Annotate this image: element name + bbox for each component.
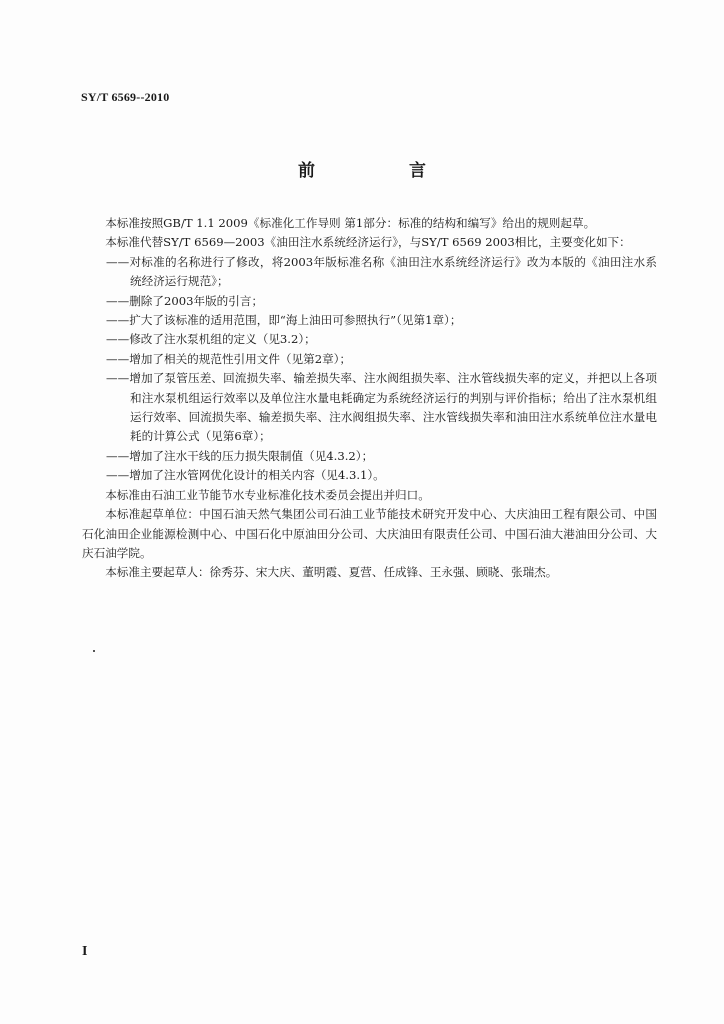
paragraph-replacement: 本标准代替SY/T 6569—2003《油田注水系统经济运行》，与SY/T 6569 2003相比，主要变化如下：	[105, 235, 631, 250]
paragraph-drafters: 本标准主要起草人：徐秀芬、宋大庆、董明霞、夏营、任成锋、王永强、顾晓、张瑞杰。	[105, 565, 558, 580]
change-item: ——删除了2003年版的引言；	[106, 293, 264, 308]
change-item: ——扩大了该标准的适用范围，即“海上油田可参照执行”（见第1章）；	[106, 313, 462, 328]
scan-speck	[93, 650, 95, 652]
paragraph-drafting-rules: 本标准按照GB/T 1.1 2009《标准化工作导则 第1部分：标准的结构和编写》给出的规则起草。	[105, 216, 596, 230]
paragraph-proposer: 本标准由石油工业节能节水专业标准化技术委员会提出并归口。	[105, 487, 430, 502]
page-title: 前 言	[298, 161, 470, 181]
paragraph-drafting-units: 本标准起草单位：中国石油天然气集团公司石油工业节能技术研究开发中心、大庆油田工程有限公司、中国石化油田企业能源检测中心、中国石化中原油田分公司、大庆油田有限责任公司、中国石油大港油田分公司、大庆石油学院。	[82, 507, 657, 560]
change-item: ——增加了注水管网优化设计的相关内容（见4.3.1）。	[106, 468, 385, 483]
page-number: I	[82, 944, 88, 959]
change-item: ——增加了相关的规范性引用文件（见第2章）；	[106, 351, 352, 366]
standard-code: SY/T 6569--2010	[81, 90, 170, 104]
change-item: ——增加了注水干线的压力损失限制值（见4.3.2）；	[106, 448, 374, 463]
change-item: ——对标准的名称进行了修改，将2003年版标准名称《油田注水系统经济运行》改为本版的《油田注水系统经济运行规范》；	[106, 254, 657, 289]
change-item: ——修改了注水泵机组的定义（见3.2）；	[106, 332, 316, 347]
change-item: ——增加了泵管压差、回流损失率、输差损失率、注水阀组损失率、注水管线损失率的定义，并把以上各项和注水泵机组运行效率以及单位注水量电耗确定为系统经济运行的判别与评价指标；给出了注水泵机组运行效率、回流损失率、输差损失率、注水阀组损失率、注水管线损失率和油田注水系统单位注水量电耗的计算公式（见第6章）；	[106, 371, 657, 444]
foreword-body	[82, 214, 657, 583]
